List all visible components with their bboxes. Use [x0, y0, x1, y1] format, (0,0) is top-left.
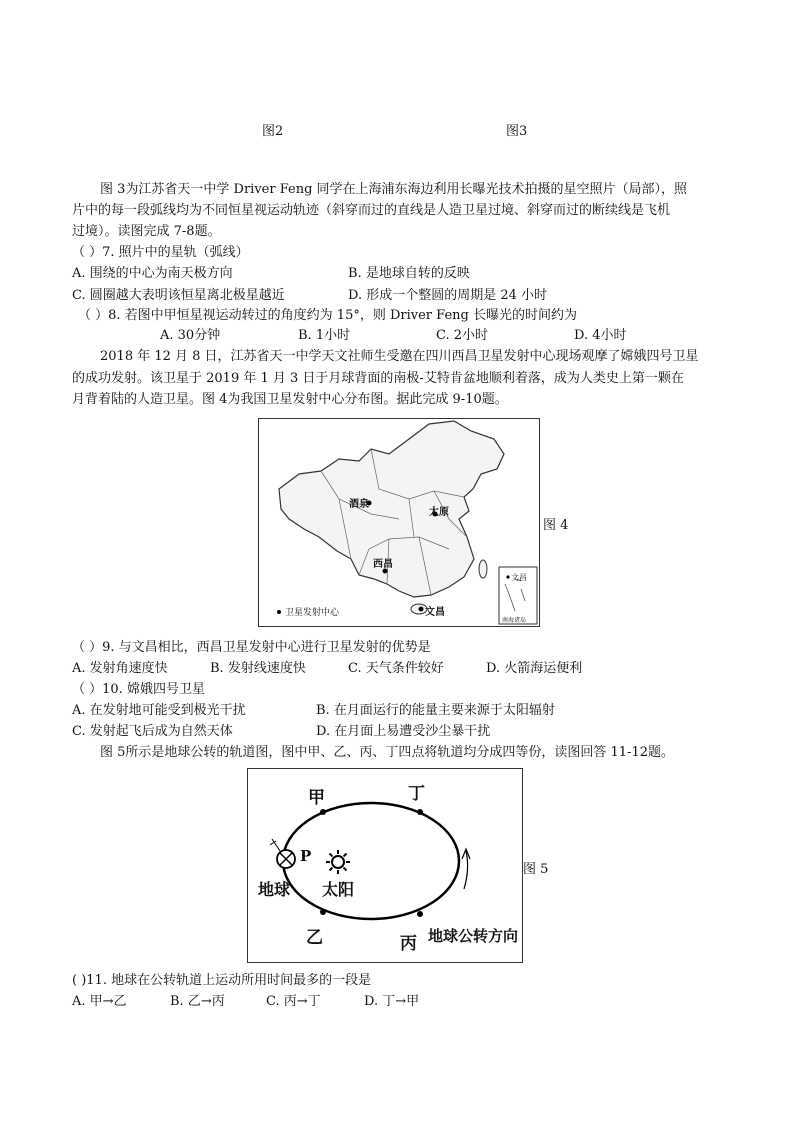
label-direction: 地球公转方向	[428, 927, 519, 945]
question-stem: （ ）8. 若图中甲恒星视运动转过的角度约为 15°，则 Driver Feng 长曝光的时间约为	[78, 308, 577, 323]
option-b: B. 发射线速度快	[210, 661, 306, 676]
option-b: B. 在月面运行的能量主要来源于太阳辐射	[316, 703, 555, 718]
option-c: C. 丙→丁	[266, 994, 321, 1009]
question-stem: （ ）9. 与文昌相比，西昌卫星发射中心进行卫星发射的优势是	[72, 640, 431, 655]
option-c: C. 发射起飞后成为自然天体	[72, 724, 233, 739]
paragraph-line: 图 3为江苏省天一中学 Driver Feng 同学在上海浦东海边利用长曝光技术拍摄的星空照片（局部），照	[100, 182, 688, 197]
sun-icon	[326, 850, 350, 874]
city-label-jiuquan: 酒泉	[349, 499, 369, 510]
paragraph-line: 过境）。读图完成 7-8题。	[72, 224, 221, 239]
point-yi-dot	[320, 909, 326, 915]
orbit-label-yi: 乙	[306, 928, 323, 948]
figure-4-caption: 图 4	[543, 518, 569, 533]
inset-caption: 南海诸岛	[502, 617, 527, 624]
option-a: A. 30分钟	[160, 328, 221, 343]
label-sun: 太阳	[322, 880, 355, 899]
city-label-xichang: 西昌	[373, 559, 393, 570]
option-d: D. 形成一个整圆的周期是 24 小时	[348, 288, 548, 303]
orbit-figure	[247, 768, 523, 963]
point-bing-dot	[417, 911, 423, 917]
option-b: B. 是地球自转的反映	[348, 266, 470, 281]
orbit-label-jia: 甲	[308, 788, 325, 808]
map-legend: 卫星发射中心	[285, 608, 340, 618]
figure-5-caption: 图 5	[523, 862, 549, 877]
question-stem: ( )11. 地球在公转轨道上运动所用时间最多的一段是	[72, 973, 372, 988]
point-jia-dot	[320, 809, 326, 815]
figure-2-label: 图2	[262, 124, 284, 139]
option-b: B. 乙→丙	[170, 994, 225, 1009]
direction-arrow	[464, 851, 468, 889]
orbit-label-bing: 丙	[400, 934, 417, 954]
city-label-taiyuan: 太原	[429, 507, 449, 518]
option-d: D. 4小时	[574, 328, 627, 343]
option-b: B. 1小时	[298, 328, 351, 343]
point-ding-dot	[417, 809, 423, 815]
label-earth: 地球	[258, 880, 291, 899]
orbit-label-ding: 丁	[408, 784, 425, 804]
city-label-wenchang: 文昌	[425, 607, 445, 618]
question-stem: （ ）7. 照片中的星轨（弧线）	[72, 245, 249, 260]
option-a: A. 甲→乙	[72, 994, 127, 1009]
paragraph-line: 月背着陆的人造卫星。图 4为我国卫星发射中心分布图。据此完成 9-10题。	[72, 392, 508, 407]
option-a: A. 围绕的中心为南天极方向	[72, 266, 233, 281]
paragraph-line: 的成功发射。该卫星于 2019 年 1 月 3 日于月球背面的南极-艾特肯盆地顺利着落，成为人类史上第一颗在	[72, 371, 684, 386]
china-map-figure	[258, 418, 540, 627]
earth-icon	[270, 839, 295, 868]
paragraph-line: 片中的每一段弧线均为不同恒星视运动轨迹（斜穿而过的直线是人造卫星过境、斜穿而过的断续线是飞机	[72, 203, 671, 218]
china-map-graphic	[259, 419, 539, 626]
option-c: C. 天气条件较好	[348, 661, 444, 676]
option-c: C. 圆圈越大表明该恒星离北极星越近	[72, 288, 285, 303]
option-a: A. 发射角速度快	[72, 661, 168, 676]
option-d: D. 在月面上易遭受沙尘暴干扰	[316, 724, 491, 739]
option-d: D. 火箭海运便利	[486, 661, 583, 676]
question-stem: （ ）10. 嫦娥四号卫星	[72, 682, 205, 697]
intro-fig5: 图 5所示是地球公转的轨道图，图中甲、乙、丙、丁四点将轨道均分成四等份，读图回答 11-12题。	[100, 745, 675, 760]
option-d: D. 丁→甲	[364, 994, 420, 1009]
inset-label: 文昌	[511, 573, 527, 582]
paragraph-line: 2018 年 12 月 8 日，江苏省天一中学天文社师生受邀在四川西昌卫星发射中心现场观摩了嫦娥四号卫星	[100, 349, 699, 364]
figure-3-label: 图3	[506, 124, 528, 139]
option-c: C. 2小时	[436, 328, 489, 343]
site-wenchang-dot	[419, 607, 424, 612]
option-a: A. 在发射地可能受到极光干扰	[72, 703, 246, 718]
label-p: P	[300, 847, 312, 865]
